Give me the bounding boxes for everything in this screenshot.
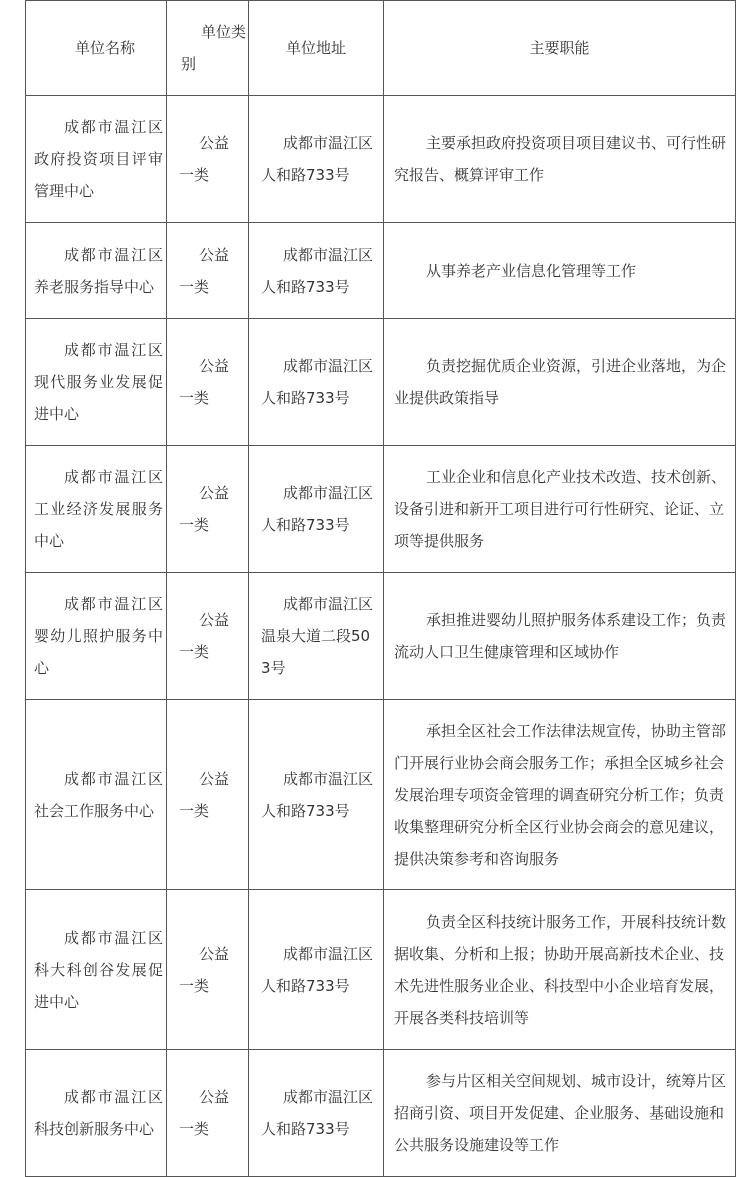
units-table (25, 0, 736, 1177)
unit-function-cell: 承担推进婴幼儿照护服务体系建设工作；负责流动人口卫生健康管理和区域协作 (384, 573, 736, 700)
table-row (26, 446, 736, 573)
unit-function-cell: 承担全区社会工作法律法规宣传，协助主管部门开展行业协会商会服务工作；承担全区城乡社会发展治理专项资金管理的调查研究分析工作；负责收集整理研究分析全区行业协会商会的意见建议，提供决策参考和咨询服务 (384, 700, 736, 890)
unit-address-cell: 成都市温江区人和路733号 (249, 446, 384, 573)
table-row (26, 319, 736, 446)
unit-name-cell: 成都市温江区婴幼儿照护服务中心 (26, 573, 167, 700)
table-row (26, 700, 736, 890)
unit-type-cell: 公益一类 (167, 319, 249, 446)
unit-type-cell: 公益一类 (167, 700, 249, 890)
unit-type-cell: 公益一类 (167, 223, 249, 319)
unit-function-cell: 工业企业和信息化产业技术改造、技术创新、设备引进和新开工项目进行可行性研究、论证、立项等提供服务 (384, 446, 736, 573)
unit-address-cell: 成都市温江区人和路733号 (249, 1050, 384, 1177)
unit-type-cell: 公益一类 (167, 573, 249, 700)
unit-address-cell: 成都市温江区人和路733号 (249, 223, 384, 319)
unit-type-cell: 公益一类 (167, 1050, 249, 1177)
unit-address-cell: 成都市温江区人和路733号 (249, 700, 384, 890)
unit-function-cell: 负责全区科技统计服务工作，开展科技统计数据收集、分析和上报；协助开展高新技术企业、技术先进性服务业企业、科技型中小企业培育发展，开展各类科技培训等 (384, 890, 736, 1050)
unit-address-cell: 成都市温江区温泉大道二段503号 (249, 573, 384, 700)
unit-type-cell: 公益一类 (167, 446, 249, 573)
unit-name-cell: 成都市温江区科技创新服务中心 (26, 1050, 167, 1177)
unit-name-cell: 成都市温江区现代服务业发展促进中心 (26, 319, 167, 446)
header-unit-address: 单位地址 (249, 1, 384, 96)
unit-function-cell: 参与片区相关空间规划、城市设计，统筹片区招商引资、项目开发促建、企业服务、基础设施和公共服务设施建设等工作 (384, 1050, 736, 1177)
unit-function-cell: 从事养老产业信息化管理等工作 (384, 223, 736, 319)
table-row (26, 96, 736, 223)
unit-name-cell: 成都市温江区社会工作服务中心 (26, 700, 167, 890)
table-row (26, 223, 736, 319)
table-row (26, 890, 736, 1050)
unit-address-cell: 成都市温江区人和路733号 (249, 319, 384, 446)
table-row (26, 1050, 736, 1177)
unit-address-cell: 成都市温江区人和路733号 (249, 96, 384, 223)
header-main-function: 主要职能 (384, 1, 736, 96)
unit-name-cell: 成都市温江区科大科创谷发展促进中心 (26, 890, 167, 1050)
unit-type-cell: 公益一类 (167, 96, 249, 223)
header-unit-type: 单位类别 (167, 1, 249, 96)
unit-function-cell: 负责挖掘优质企业资源，引进企业落地，为企业提供政策指导 (384, 319, 736, 446)
unit-function-cell: 主要承担政府投资项目项目建议书、可行性研究报告、概算评审工作 (384, 96, 736, 223)
header-unit-name: 单位名称 (26, 1, 167, 96)
unit-name-cell: 成都市温江区养老服务指导中心 (26, 223, 167, 319)
table-row (26, 573, 736, 700)
unit-name-cell: 成都市温江区政府投资项目评审管理中心 (26, 96, 167, 223)
unit-name-cell: 成都市温江区工业经济发展服务中心 (26, 446, 167, 573)
unit-address-cell: 成都市温江区人和路733号 (249, 890, 384, 1050)
table-header-row (26, 1, 736, 96)
unit-type-cell: 公益一类 (167, 890, 249, 1050)
